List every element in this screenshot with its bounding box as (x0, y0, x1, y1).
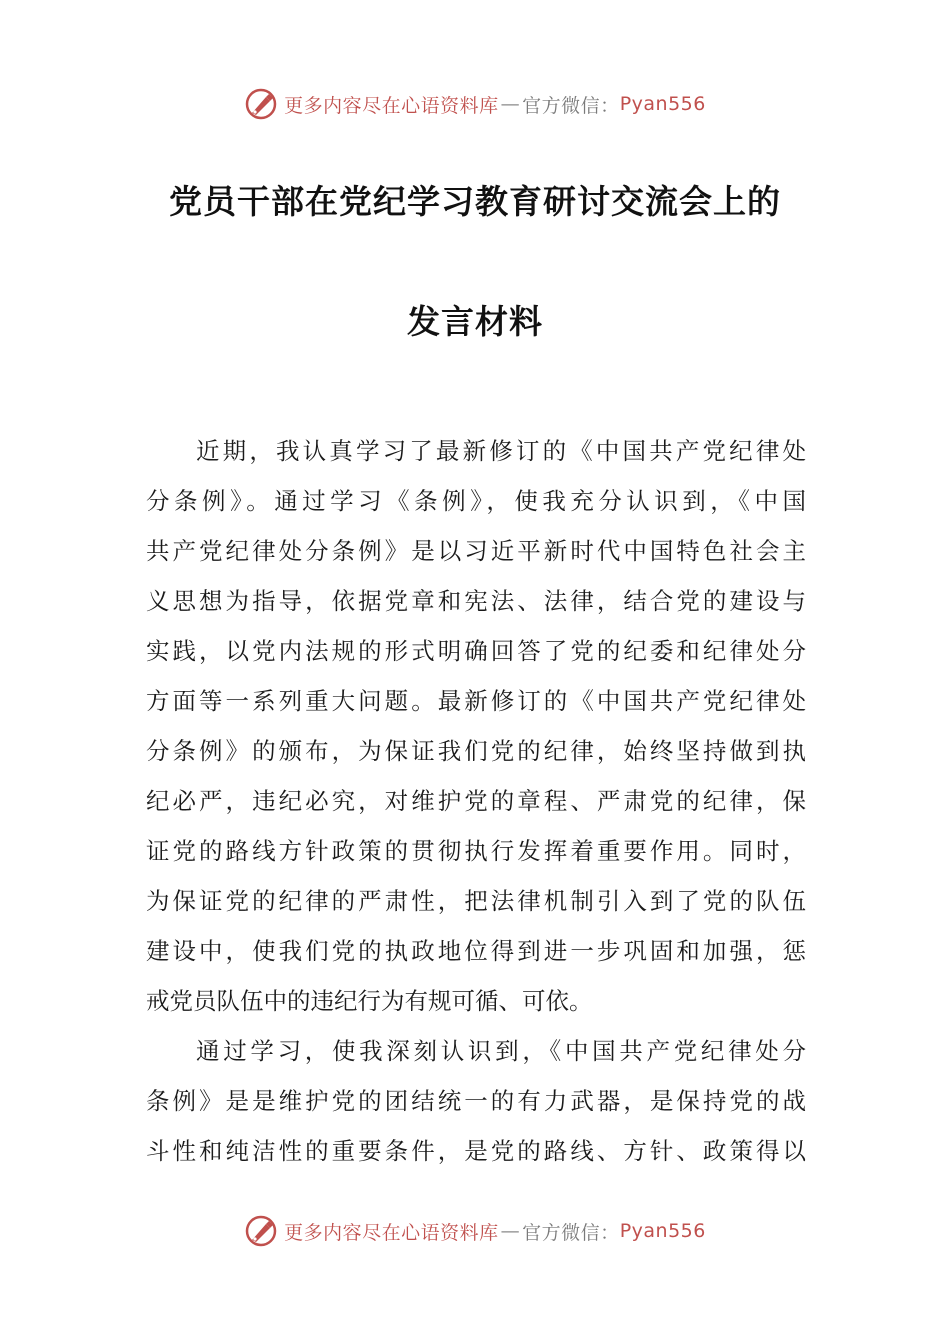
watermark-dash: — (500, 93, 521, 115)
document-title-line1: 党员干部在党纪学习教育研讨交流会上的 (169, 182, 781, 221)
watermark-text: 更多内容尽在心语资料库 (284, 94, 499, 117)
paragraph-line: 共产党纪律处分条例》是以习近平新时代中国特色社会主 (146, 537, 806, 565)
pen-nib-icon (244, 1214, 278, 1248)
watermark-footer (0, 1211, 950, 1251)
paragraph-line: 通过学习，使我深刻认识到，《中国共产党纪律处分 (196, 1037, 806, 1065)
paragraph-line: 证党的路线方针政策的贯彻执行发挥着重要作用。同时， (146, 837, 806, 865)
paragraph-line: 条例》是是维护党的团结统一的有力武器，是保持党的战 (146, 1087, 806, 1115)
watermark-text: 更多内容尽在心语资料库 (284, 1221, 499, 1244)
paragraph-line: 纪必严，违纪必究，对维护党的章程、严肃党的纪律，保 (146, 787, 806, 815)
pen-nib-icon (244, 87, 278, 121)
watermark-header (0, 84, 950, 124)
paragraph-line: 为保证党的纪律的严肃性，把法律机制引入到了党的队伍 (146, 887, 806, 915)
watermark-dash: — (500, 1220, 521, 1242)
paragraph-line: 戒党员队伍中的违纪行为有规可循、可依。 (146, 987, 593, 1015)
paragraph-line: 斗性和纯洁性的重要条件，是党的路线、方针、政策得以 (146, 1137, 806, 1165)
document-body (146, 426, 806, 1176)
watermark-wechat-id: Pyan556 (619, 93, 706, 115)
watermark-wechat-id: Pyan556 (619, 1220, 706, 1242)
paragraph-line: 近期，我认真学习了最新修订的《中国共产党纪律处 (196, 437, 806, 465)
paragraph-line: 分条例》的颁布，为保证我们党的纪律，始终坚持做到执 (146, 737, 806, 765)
paragraph-line: 实践，以党内法规的形式明确回答了党的纪委和纪律处分 (146, 637, 806, 665)
document-title-line2: 发言材料 (407, 302, 543, 341)
watermark-official-label: 官方微信： (522, 94, 620, 117)
paragraph-line: 建设中，使我们党的执政地位得到进一步巩固和加强，惩 (146, 937, 806, 965)
paragraph-line: 方面等一系列重大问题。最新修订的《中国共产党纪律处 (146, 687, 806, 715)
watermark-official-label: 官方微信： (522, 1221, 620, 1244)
paragraph-line: 分条例》。通过学习《条例》，使我充分认识到，《中国 (146, 487, 806, 515)
paragraph-line: 义思想为指导，依据党章和宪法、法律，结合党的建设与 (146, 587, 806, 615)
